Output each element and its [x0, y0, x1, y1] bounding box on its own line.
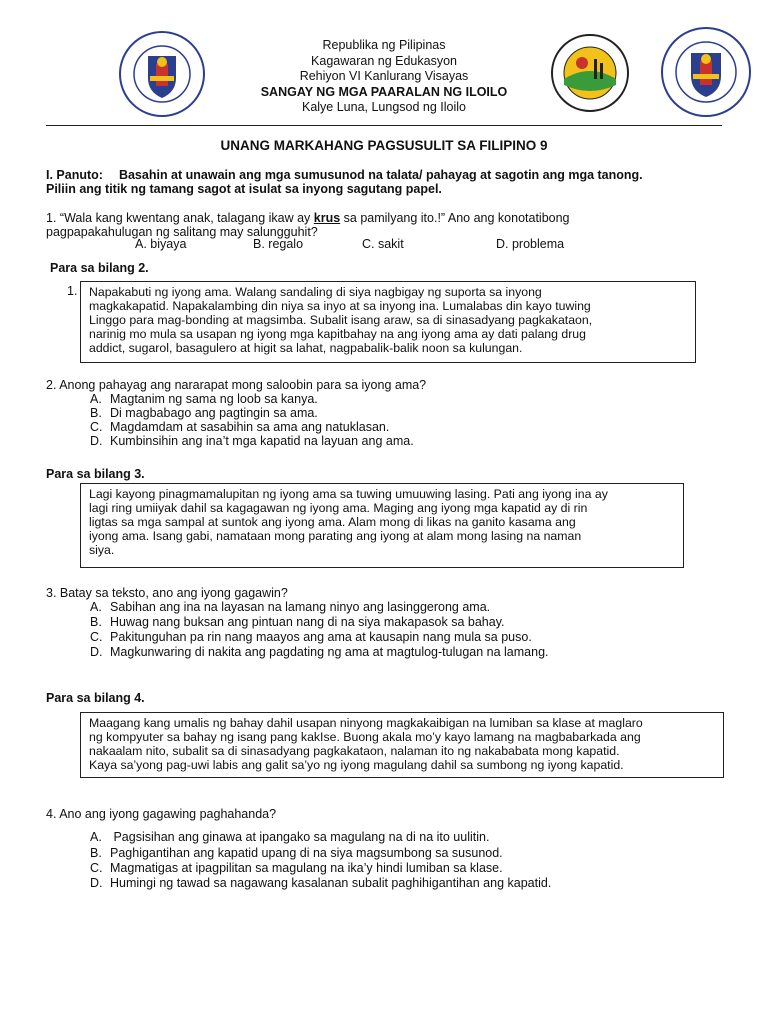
header-division: SANGAY NG MGA PAARALAN NG ILOILO: [260, 84, 508, 99]
question-3: 3. Batay sa teksto, ano ang iyong gagawin?: [46, 586, 288, 600]
passage-2-line: addict, sugarol, basagulero at higit sa lahat, nagpabalik-balik noon sa kulungan.: [89, 341, 523, 355]
passage-2-number: 1.: [67, 284, 78, 298]
header-divider: [46, 125, 722, 126]
passage-4-line: ng kompyuter sa bahay ng isang pang kakIse. Buong akala mo’y kayo lamang na magbabarkada ang: [89, 730, 641, 744]
question-1: [46, 211, 726, 239]
question-4: 4. Ano ang iyong gagawing paghahanda?: [46, 807, 277, 821]
q2-choice-b: B. Di magbabago ang pagtingin sa ama.: [90, 406, 318, 420]
question-1-text-pre: “Wala kang kwentang anak, talagang ikaw ay: [59, 211, 314, 225]
header-republic: Republika ng Pilipinas: [322, 38, 446, 52]
passage-3-line: siya.: [89, 543, 115, 557]
q4-choice-d: D. Humingi ng tawad sa nagawang kasalanan subalit paghihigantihan ang kapatid.: [90, 876, 552, 890]
passage-3-line: iyong ama. Isang gabi, namataan mong parating ang iyong at alam mong lasing na naman: [89, 529, 582, 543]
question-1-keyword: krus: [313, 211, 341, 225]
q4-choice-c: C. Magmatigas at ipagpilitan sa magulang na ika’y hindi lumiban sa klase.: [90, 861, 503, 875]
header-department: Kagawaran ng Edukasyon: [311, 53, 457, 68]
q2-choice-c: C. Magdamdam at sasabihin sa ama ang natuklasan.: [90, 420, 390, 434]
q1-choice-c: C. sakit: [362, 237, 404, 251]
question-1-number: 1.: [46, 211, 57, 225]
passage-2-box: [80, 281, 696, 363]
passage-2-line: Linggo para mag-bonding at magsimba. Subalit isang araw, sa di sinasadyang pagkakataon,: [89, 313, 593, 327]
q3-choice-c: C. Pakitunguhan pa rin nang maayos ang ama at kausapin nang mula sa puso.: [90, 630, 532, 644]
header-address: Kalye Luna, Lungsod ng Iloilo: [301, 100, 466, 114]
q3-choice-a: A. Sabihan ang ina na layasan na lamang ninyo ang lasinggerong ama.: [90, 600, 491, 614]
q4-choice-a: A. Pagsisihan ang ginawa at ipangako sa magulang na di na ito uulitin.: [90, 830, 490, 844]
question-2: 2. Anong pahayag ang nararapat mong saloobin para sa iyong ama?: [46, 378, 427, 392]
passage-4-line: nakaalam nito, subalit sa di sinasadyang pagkakataon, nalaman ito ng nakababata mong kapatid.: [89, 744, 620, 758]
section-4-heading: Para sa bilang 4.: [46, 691, 145, 705]
question-1-text-post: sa pamilyang ito.!” Ano ang konotatibong: [340, 211, 570, 225]
passage-3-line: ligtas sa mga sampal at suntok ang iyong ama. Alam mong di likas na ganito kasama ang: [89, 515, 576, 529]
q3-choice-b: B. Huwag nang buksan ang pintuan nang di na siya makapasok sa bahay.: [90, 615, 505, 629]
section-3-heading: Para sa bilang 3.: [46, 467, 145, 481]
deped-seal-right-logo: [660, 26, 752, 118]
question-1-line2: pagpapakahulugan ng salitang may salungguhit?: [46, 225, 318, 239]
passage-2-line: Napakabuti ng iyong ama. Walang sandaling di siya nagbigay ng suporta sa inyong: [89, 285, 542, 299]
q1-choice-d: D. problema: [496, 237, 565, 251]
q2-choice-d: D. Kumbinsihin ang ina’t mga kapatid na layuan ang ama.: [90, 434, 414, 448]
q4-choice-b: B. Paghigantihan ang kapatid upang di na siya magsumbong sa susunod.: [90, 846, 503, 860]
passage-4-line: Maagang kang umalis ng bahay dahil usapan ninyong magkakaibigan na lumiban sa klase at maglaro: [89, 716, 643, 730]
document-header: [200, 38, 568, 116]
passage-3-box: [80, 483, 684, 568]
q3-choice-d: D. Magkunwaring di nakita ang pagdating ng ama at magtulog-tulugan na lamang.: [90, 645, 549, 659]
instructions: [46, 168, 726, 196]
header-region: Rehiyon VI Kanlurang Visayas: [299, 69, 469, 83]
q1-choice-b: B. regalo: [253, 237, 304, 251]
instructions-line1: Basahin at unawain ang mga sumusunod na talata/ pahayag at sagotin ang mga tanong.: [118, 168, 643, 182]
passage-2-line: narinig mo mula sa usapan ng iyong mga kapitbahay na ang iyong ama ay dati palang drug: [89, 327, 586, 341]
deped-seal-left-logo: [118, 30, 206, 118]
passage-2-line: magkakapatid. Napakalambing din niya sa inyo at sa inyong ina. Lumalabas din kayo tuwing: [89, 299, 591, 313]
passage-3-line: Lagi kayong pinagmamalupitan ng iyong ama sa tuwing umuuwing lasing. Pati ang iyong ina ay: [89, 487, 608, 501]
passage-4-line: Kaya sa’yong pag-uwi labis ang galit sa’yo ng iyong magulang dahil sa sumbong ng iyong kapatid.: [89, 758, 624, 772]
instructions-line2: Piliin ang titik ng tamang sagot at isulat sa inyong sagutang papel.: [46, 182, 442, 196]
q2-choice-a: A. Magtanim ng sama ng loob sa kanya.: [90, 392, 318, 406]
passage-4-box: [80, 712, 724, 778]
q1-choice-a: A. biyaya: [135, 237, 187, 251]
section-2-heading: Para sa bilang 2.: [50, 261, 149, 275]
instructions-label: I. Panuto:: [46, 168, 103, 182]
passage-3-line: lagi ring umiiyak dahil sa kagagawan ng iyong ama. Maging ang iyong mga kapatid ay di rin: [89, 501, 588, 515]
exam-title: UNANG MARKAHANG PAGSUSULIT SA FILIPINO 9: [220, 138, 548, 153]
